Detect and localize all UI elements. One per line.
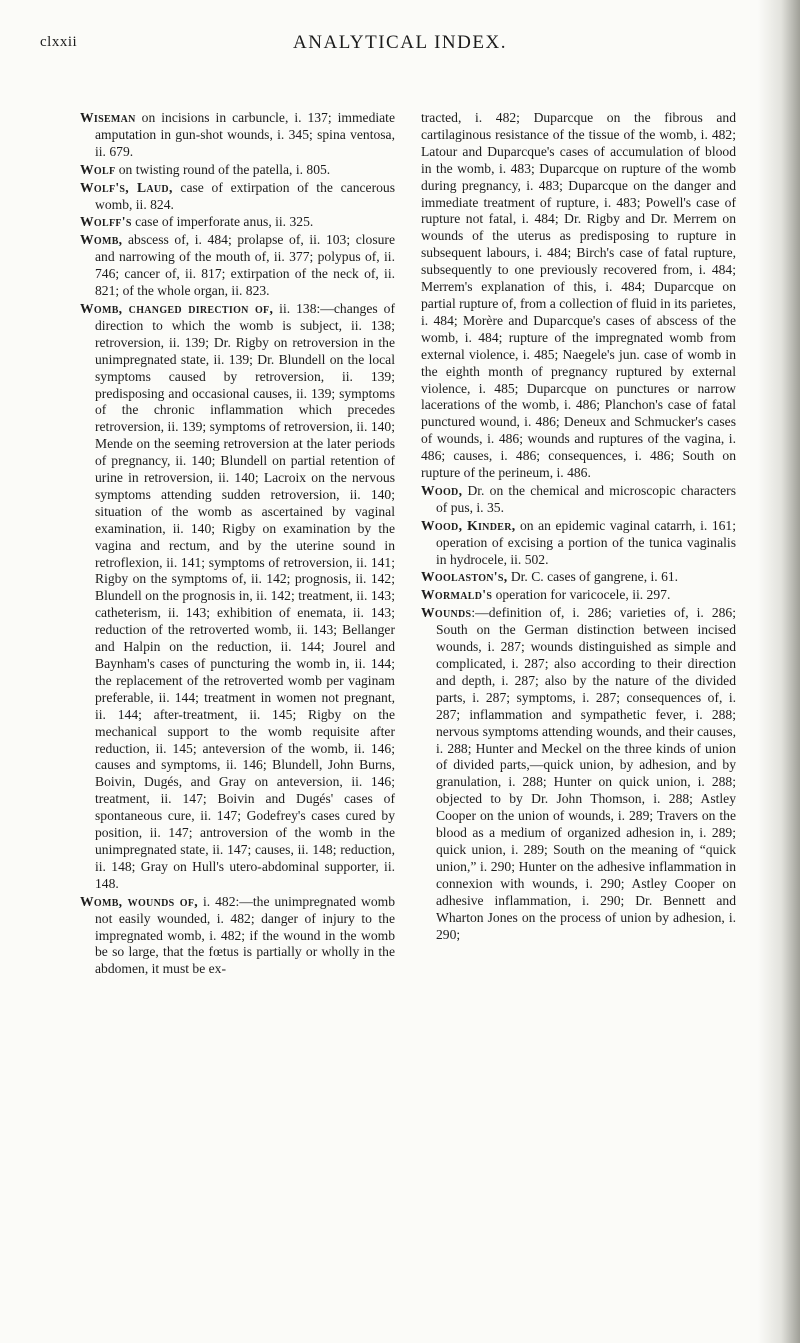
index-entry — [80, 232, 395, 300]
entry-text: case of extirpation of the cancerous womb, ii. 824. — [95, 179, 395, 212]
entry-headword: Woolaston's, — [421, 569, 508, 585]
entry-headword: Wolf's, Laud, — [80, 179, 173, 195]
index-entry — [80, 894, 395, 979]
running-head: ANALYTICAL INDEX. — [293, 32, 507, 53]
entry-headword: Womb, — [80, 232, 123, 248]
index-entry — [421, 605, 736, 943]
entry-text: :—definition of, i. 286; varieties of, i. 286; South on the German distinction between incised wounds, i. 287; wounds distinguished as simple and complicated, i. 287; also according to their direction and depth, i. 287; also by the nature of the divided parts, i. 287; symptoms, i. 287; consequences of, i. 287; inflammation and sympathetic fever, i. 288; nervous symptoms attending wounds, and their causes, i. 288; Hunter and Meckel on the three kinds of union of divided parts,—quick union, by adhesion, and by granulation, i. 288; Hunter on quick union, i. 288; objected to by Dr. John Thomson, i. 288; Astley Cooper on the union of wounds, i. 289; Travers on the blood as a medium of organized adhesion in, i. 289; quick union, i. 289; South on the meaning of “quick union,” i. 290; Hunter on the adhesive inflammation in connexion with wounds, i. 290; Astley Cooper on adhesive inflammation, i. 290; Dr. Bennett and Wharton Jones on the process of union by adhesion, i. 290; — [436, 605, 736, 942]
index-entry — [80, 180, 395, 214]
entry-text: on an epidemic vaginal catarrh, i. 161; operation of excising a portion of the tunica vaginalis in hydrocele, ii. 502. — [436, 517, 736, 567]
entry-text: i. 482:—the unimpregnated womb not easily wounded, i. 482; danger of injury to the impregnated womb, i. 482; if the wound in the womb be so large, that the fœtus is partially or wholly in the abdomen, it must be ex- — [95, 893, 395, 977]
entry-text: ii. 138:—changes of direction to which the womb is subject, ii. 138; retroversion, ii. 139; Dr. Rigby on retroversion in the unimpregnated state, ii. 139; Dr. Blundell on the local symptoms caused by retroversion, ii. 139; predisposing and occasional causes, ii. 139; symptoms of the chronic inflammation which precedes retroversion, ii. 139; symptoms of retroversion, ii. 140; Mende on the seeming retroversion at the later periods of pregnancy, ii. 140; Blundell on partial retention of urine in retroversion, ii. 140; Lacroix on the nervous symptoms attending sudden retroversion, ii. 140; situation of the womb as ascertained by vaginal examination, ii. 140; Rigby on examination by the vagina and rectum, and by the uterine sound in retroflexion, ii. 141; symptoms of retroversion, ii. 141; Rigby on the symptoms of, ii. 142; prognosis, ii. 142; Blundell on the prognosis in, ii. 142; treatment, ii. 143; catheterism, ii. 143; exhibition of enemata, ii. 143; reduction of the retroverted womb, ii. 143; Bellanger and Halpin on the reduction, ii. 144; Jourel and Baynham's cases of puncturing the womb in, ii. 144; the replacement of the retroverted womb per vaginam preferable, ii. 144; treatment in women not pregnant, ii. 144; after-treatment, ii. 145; Rigby on the mechanical support to the womb requisite after reduction, ii. 145; anteversion of the womb, ii. 146; causes and symptoms, ii. 146; Blundell, John Burns, Boivin, Dugés, and Gray on anteversion, ii. 146; treatment, ii. 147; Boivin and Dugés' cases of spontaneous cure, ii. 147; Godefrey's cases cured by position, ii. 147; antroversion of the womb in the unimpregnated state, ii. 147; causes, ii. 148; reduction, ii. 148; Gray on Hull's utero-abdominal supporter, ii. 148. — [95, 300, 395, 891]
entry-headword: Womb, wounds of, — [80, 893, 198, 909]
entry-text: on twisting round of the patella, i. 805. — [115, 161, 331, 177]
index-entry-continuation — [421, 110, 736, 482]
entry-text: tracted, i. 482; Duparcque on the fibrous and cartilaginous resistance of the tissue of the womb, i. 482; Latour and Duparcque's cases of accumulation of blood in the womb, i. 483; Duparcque on rupture of the womb during pregnancy, i. 483; Duparcque on the danger and immediate treatment of rupture, i. 483; Powell's case of rupture not fatal, i. 484; Dr. Rigby and Dr. Merrem on wounds of the uterus as predisposing to rupture in subsequent labours, i. 484; Birch's case of fatal rupture, subsequently to one previously recovered from, i. 484; Merrem's explanation of this, i. 484; Duparcque on partial rupture of, from a collection of fluid in its parietes, i. 484; Morère and Duparcque's cases of abscess of the womb, i. 484; rupture of the impregnated womb from external violence, i. 485; Naegele's jun. case of womb in the eighth month of pregnancy ruptured by external violence, i. 485; Duparcque on punctures or narrow lacerations of the womb, i. 486; Planchon's case of fatal punctured wound, i. 486; Deneux and Schmucker's cases of wounds, i. 486; wounds and ruptures of the vagina, i. 486; causes, i. 486; consequences, i. 486; South on rupture of the perineum, i. 486. — [421, 110, 736, 481]
index-entry — [421, 518, 736, 569]
page-number: clxxii — [40, 34, 78, 50]
page-edge-shadow — [758, 0, 800, 1343]
entry-headword: Womb, changed direction of, — [80, 300, 274, 316]
entry-headword: Wormald's — [421, 587, 493, 603]
right-column — [421, 110, 736, 944]
entry-headword: Wiseman — [80, 110, 136, 125]
index-entry — [80, 301, 395, 893]
index-entry — [421, 587, 736, 604]
entry-text: on incisions in carbuncle, i. 137; immediate amputation in gun-shot wounds, i. 345; spina ventosa, ii. 679. — [95, 110, 395, 159]
entry-headword: Wolf — [80, 161, 116, 177]
entry-text: operation for varicocele, ii. 297. — [492, 587, 671, 603]
entry-text: Dr. C. cases of gangrene, i. 61. — [507, 569, 679, 585]
entry-headword: Wood, Kinder, — [421, 517, 516, 533]
index-entry — [80, 110, 395, 161]
left-column — [80, 110, 395, 979]
entry-headword: Wolff's — [80, 214, 132, 230]
index-entry — [80, 162, 395, 179]
entry-text: Dr. on the chemical and microscopic characters of pus, i. 35. — [436, 482, 736, 515]
index-entry — [421, 483, 736, 517]
index-entry — [421, 569, 736, 586]
entry-text: case of imperforate anus, ii. 325. — [131, 214, 314, 230]
entry-headword: Wood, — [421, 482, 463, 498]
index-entry — [80, 214, 395, 231]
entry-text: abscess of, i. 484; prolapse of, ii. 103; closure and narrowing of the mouth of, ii. 377; polypus of, ii. 746; cancer of, ii. 817; extirpation of the neck of, ii. 821; of the whole organ, ii. 823. — [95, 232, 395, 299]
entry-headword: Wounds — [421, 605, 472, 621]
